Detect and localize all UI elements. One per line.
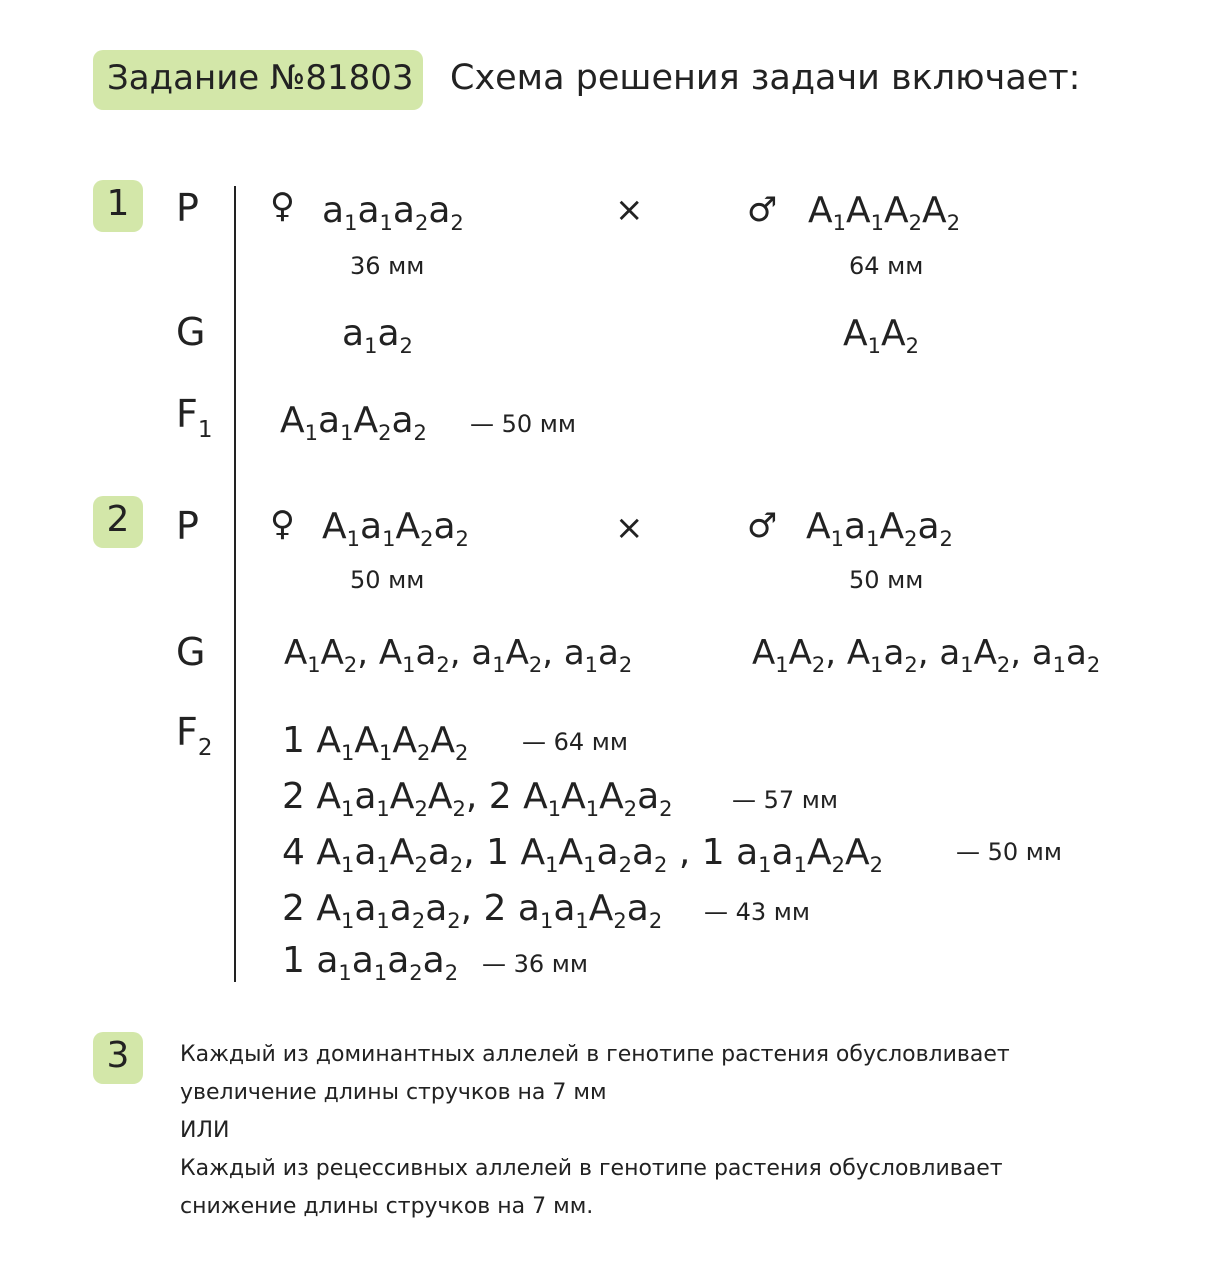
step-2-badge — [93, 496, 143, 548]
step3-line-5: снижение длины стручков на 7 мм. — [180, 1194, 594, 1219]
step1-female-genotype: $a_1a_1a_2a_2$ — [322, 190, 464, 235]
step3-line-1: Каждый из доминантных аллелей в генотипе растения обусловливает — [180, 1042, 1010, 1067]
step1-g-label: G — [176, 310, 206, 354]
step1-male-length: 64 мм — [849, 252, 924, 280]
step1-f1-genotype: $A_1a_1A_2a_2$ — [280, 400, 427, 445]
step2-female-gametes: $A_1A_2$, $A_1a_2$, $a_1A_2$, $a_1a_2$ — [284, 633, 633, 677]
f2-row-result: — 50 мм — [956, 838, 1063, 866]
f2-row-result: — 43 мм — [704, 898, 811, 926]
step2-female-length: 50 мм — [350, 566, 425, 594]
step2-g-label: G — [176, 630, 206, 674]
step2-f2-label: $F_2$ — [176, 710, 213, 761]
f2-row: 1 $a_1a_1a_2a_2$ — [282, 940, 459, 985]
step2-male-genotype: $A_1a_1A_2a_2$ — [806, 506, 953, 551]
step2-male-length: 50 мм — [849, 566, 924, 594]
step1-male-gamete: $A_1A_2$ — [843, 313, 920, 358]
f2-row: 1 $A_1A_1A_2A_2$ — [282, 720, 469, 765]
task-badge — [93, 50, 423, 110]
step3-line-4: Каждый из рецессивных аллелей в генотипе растения обусловливает — [180, 1156, 1003, 1181]
scheme-divider — [234, 186, 236, 982]
step1-male-genotype: $A_1A_1A_2A_2$ — [808, 190, 961, 235]
step2-male-gametes: $A_1A_2$, $A_1a_2$, $a_1A_2$, $a_1a_2$ — [752, 633, 1101, 677]
male-symbol: ♂ — [747, 506, 778, 546]
female-symbol: ♀ — [270, 504, 295, 544]
step2-p-label: P — [176, 504, 199, 548]
page-title: Схема решения задачи включает: — [450, 58, 1081, 98]
f2-row-result: — 64 мм — [522, 728, 629, 756]
step1-female-length: 36 мм — [350, 252, 425, 280]
f2-row-result: — 36 мм — [482, 950, 589, 978]
step-3-number: 3 — [106, 1035, 130, 1076]
f2-row: 2 $A_1a_1a_2a_2$, 2 $a_1a_1A_2a_2$ — [282, 888, 663, 933]
f2-row: 2 $A_1a_1A_2A_2$, 2 $A_1A_1A_2a_2$ — [282, 776, 673, 821]
step1-p-label: P — [176, 186, 199, 230]
step1-f1-result: — 50 мм — [470, 410, 577, 438]
step2-female-genotype: $A_1a_1A_2a_2$ — [322, 506, 469, 551]
female-symbol: ♀ — [270, 186, 295, 226]
step1-female-gamete: $a_1a_2$ — [342, 313, 413, 358]
step-1-number: 1 — [106, 183, 130, 224]
step3-line-3: ИЛИ — [180, 1118, 230, 1143]
step-3-badge — [93, 1032, 143, 1084]
cross-symbol: × — [615, 190, 644, 230]
task-label: Задание №81803 — [107, 58, 414, 98]
step1-f1-label: $F_1$ — [176, 392, 213, 443]
cross-symbol: × — [615, 508, 644, 548]
step-1-badge — [93, 180, 143, 232]
f2-row: 4 $A_1a_1A_2a_2$, 1 $A_1A_1a_2a_2$ , 1 $a_1a_1A_2A_2$ — [282, 832, 883, 877]
f2-row-result: — 57 мм — [732, 786, 839, 814]
step3-line-2: увеличение длины стручков на 7 мм — [180, 1080, 607, 1105]
male-symbol: ♂ — [747, 190, 778, 230]
step-2-number: 2 — [106, 499, 130, 540]
